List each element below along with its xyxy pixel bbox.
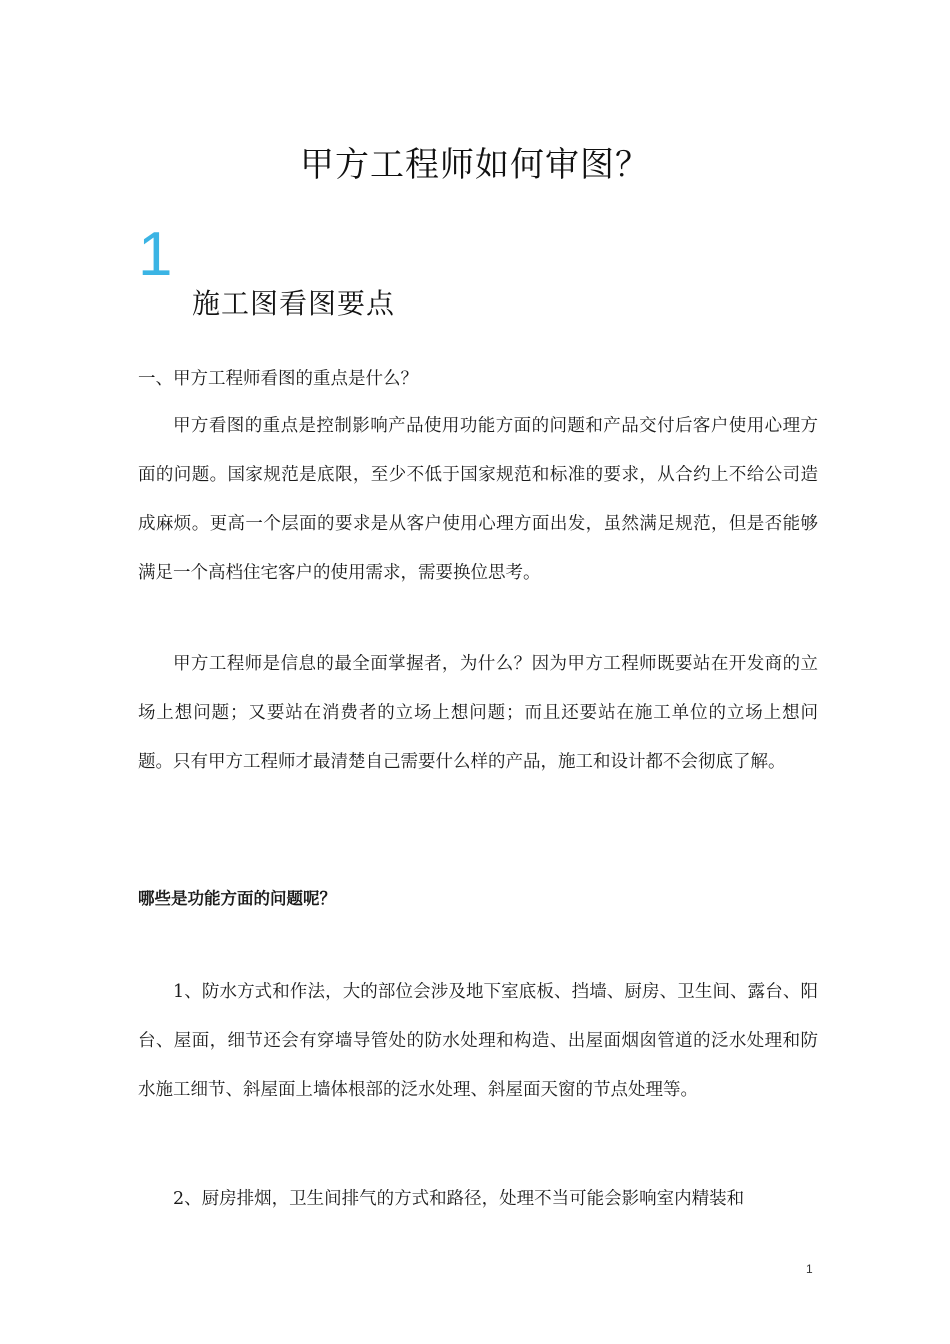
paragraph-2: 甲方工程师是信息的最全面掌握者，为什么？因为甲方工程师既要站在开发商的立场上想问题；又要站在消费者的立场上想问题；而且还要站在施工单位的立场上想问题。只有甲方工程师才最清楚自己需要什么样的产品，施工和设计都不会彻底了解。	[138, 654, 818, 772]
section-title: 施工图看图要点	[192, 287, 396, 320]
page-number: 1	[806, 1262, 813, 1276]
functional-issues-heading: 哪些是功能方面的问题呢？	[138, 889, 336, 908]
section-number: 1	[138, 220, 173, 289]
document-title: 甲方工程师如何审图？	[300, 145, 650, 185]
question-heading: 一、甲方工程师看图的重点是什么？	[138, 369, 418, 389]
paragraph-4: 2、厨房排烟，卫生间排气的方式和路径，处理不当可能会影响室内精装和	[173, 1189, 745, 1209]
paragraph-1: 甲方看图的重点是控制影响产品使用功能方面的问题和产品交付后客户使用心理方面的问题。国家规范是底限，至少不低于国家规范和标准的要求，从合约上不给公司造成麻烦。更高一个层面的要求是从客户使用心理方面出发，虽然满足规范，但是否能够满足一个高档住宅客户的使用需求，需要换位思考。	[138, 416, 818, 583]
paragraph-3: 1、防水方式和作法，大的部位会涉及地下室底板、挡墙、厨房、卫生间、露台、阳台、屋面，细节还会有穿墙导管处的防水处理和构造、出屋面烟囱管道的泛水处理和防水施工细节、斜屋面上墙体根部的泛水处理、斜屋面天窗的节点处理等。	[138, 982, 818, 1100]
